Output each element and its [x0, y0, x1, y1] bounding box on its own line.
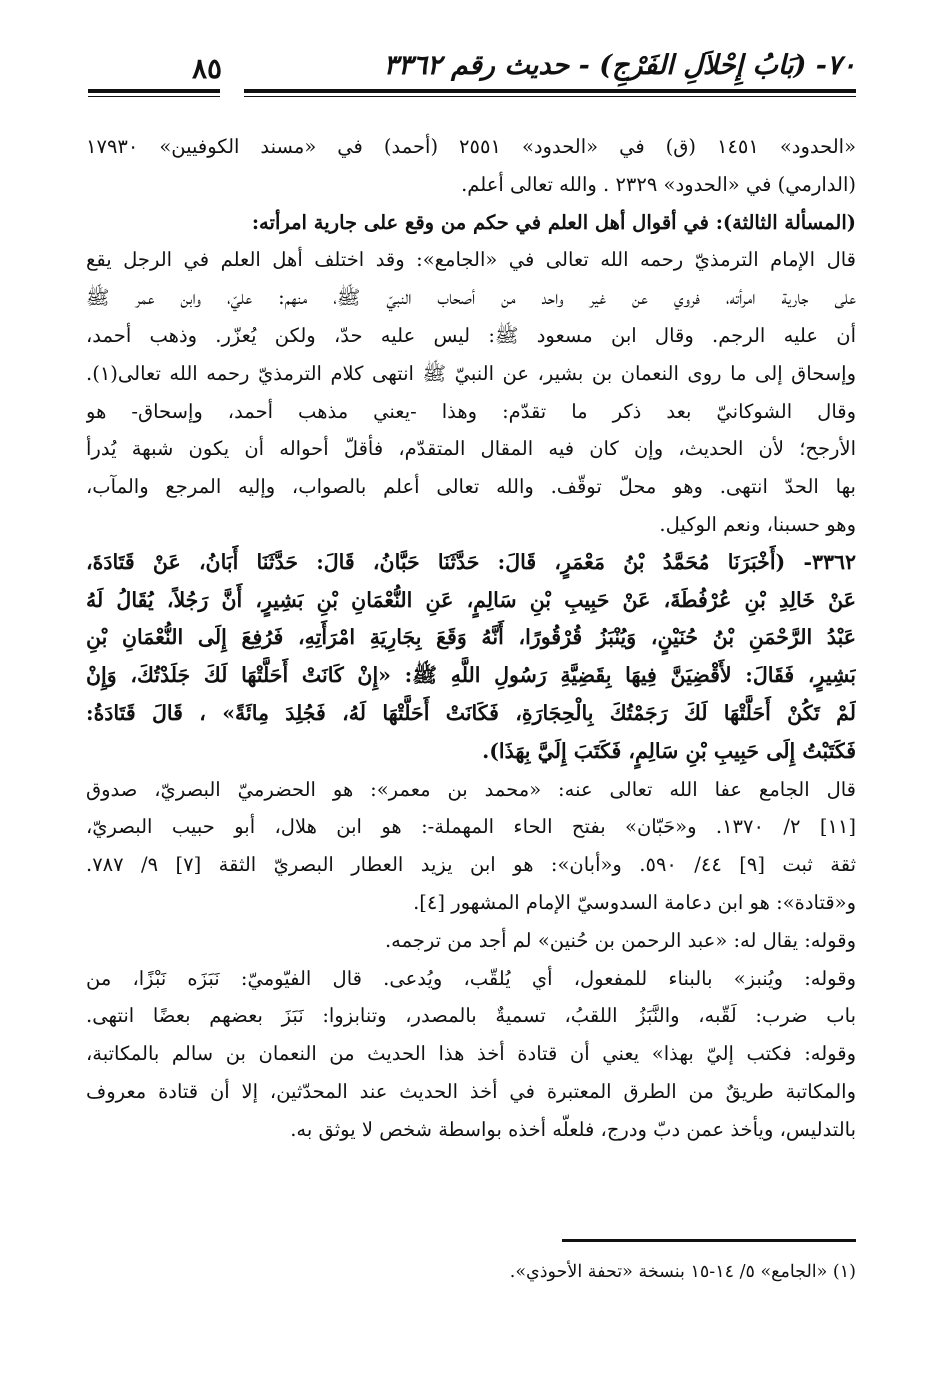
text-line: وهو حسبنا، ونعم الوكيل.: [659, 512, 856, 536]
body-text: [86, 128, 856, 1149]
text-line: بها الحدّ انتهى. وهو محلّ توقّف. والله تعالى أعلم بالصواب، وإليه المرجع والمآب،: [86, 475, 856, 499]
text-line: ثقة ثبت [٩] ٤٤/ ٥٩٠. و«أبان»: هو ابن يزيد العطار البصريّ الثقة [٧] ٩/ ٧٨٧.: [86, 853, 856, 877]
text-line: بالتدليس، ويأخذ عمن دبّ ودرج، فلعلّه أخذه بواسطة شخص لا يوثق به.: [290, 1117, 856, 1141]
text-line: باب ضرب: لَقّبه، والنَّبَزُ اللقبُ، تسميةٌ بالمصدر، وتنابزوا: نَبَزَ بعضهم بعضًا انتهى.: [86, 1004, 856, 1028]
text-line: وقوله: يقال له: «عبد الرحمن بن حُنين» لم أجد من ترجمه.: [384, 928, 856, 952]
page-number: ٨٥: [192, 52, 223, 85]
hadith-line: ٣٣٦٢- (أَخْبَرَنَا مُحَمَّدُ بْنُ مَعْمَرٍ، قَالَ: حَدَّثَنَا حَبَّانُ، قَالَ: حَدَّثَنَا أَبَانُ، عَنْ قَتَادَةَ،: [86, 549, 856, 574]
footnote: (١) «الجامع» ٥/ ١٤-١٥ بنسخة «تحفة الأحوذي».: [509, 1262, 856, 1282]
footnote-separator: [562, 1239, 856, 1242]
hadith-line: لَمْ تَكُنْ أَحَلَّتْهَا لَكَ رَجَمْتُكَ بِالْحِجَارَةِ، فَكَانَتْ أَحَلَّتْهَا لَهُ، فَجُلِدَ مِائَةً» ، قَالَ قَتَادَةُ:: [86, 700, 856, 725]
text-line: «الحدود» ١٤٥١ (ق) في «الحدود» ٢٥٥١ (أحمد) في «مسند الكوفيين» ١٧٩٣٠: [86, 135, 856, 158]
page-header: [88, 50, 856, 110]
hadith-line: عَبْدُ الرَّحْمَنِ بْنُ حُنَيْنٍ، وَيُنْبَزُ قُرْقُورًا، أَنَّهُ وَقَعَ بِجَارِيَةِ امْرَأَتِهِ، فَرُفِعَ إِلَى النُّعْمَانِ بْنِ: [86, 625, 856, 650]
hadith-line: فَكَتَبْتُ إِلَى حَبِيبِ بْنِ سَالِمٍ، فَكَتَبَ إِلَيَّ بِهَذَا).: [482, 738, 856, 763]
text-line: [١١] ٢/ ١٣٧٠. و«حَبّان» بفتح الحاء المهملة-: هو ابن هلال، أبو حبيب البصريّ،: [86, 815, 856, 839]
running-title: ٧٠- (بَابُ إِحْلاَلِ الفَرْجِ) - حديث رقم ٣٣٦٢: [383, 50, 856, 81]
text-line: والمكاتبة طريقٌ من الطرق المعتبرة في أخذ الحديث عند المحدّثين، إلا أن قتادة معروف: [86, 1079, 856, 1103]
text-line: (الدارمي) في «الحدود» ٢٣٢٩ . والله تعالى أعلم.: [461, 172, 856, 196]
text-line: الأرجح؛ لأن الحديث، وإن كان فيه المقال المتقدّم، فأقلّ أحواله أن يكون شبهة يُدرأ: [86, 437, 856, 461]
header-rule-right-thick: [244, 89, 856, 93]
text-line: على جارية امرأته، فروي عن غير واحد من أصحاب النبيّ ﷺ، منهم: عليّ، وابن عمر ﷺ: [86, 286, 856, 310]
header-rule-right-thin: [244, 96, 856, 97]
text-line: وإسحاق إلى ما روى النعمان بن بشير، عن النبيّ ﷺ انتهى كلام الترمذيّ رحمه الله تعالى(١).: [86, 361, 856, 385]
header-rule-left-thick: [88, 89, 220, 93]
hadith-line: بَشِيرٍ، فَقَالَ: لأَقْضِيَنَّ فِيهَا بِقَضِيَّةِ رَسُولِ اللَّهِ ﷺ: «إِنْ كَانَتْ أَحَلَّتْهَا لَكَ جَلَدْتُكَ، وَإِنْ: [86, 663, 856, 688]
text-line: قال الجامع عفا الله تعالى عنه: «محمد بن معمر»: هو الحضرميّ البصريّ، صدوق: [86, 777, 856, 801]
issue-heading: (المسألة الثالثة): في أقوال أهل العلم في حكم من وقع على جارية امرأته:: [251, 210, 856, 234]
text-line: و«قتادة»: هو ابن دعامة السدوسيّ الإمام المشهور [٤].: [413, 890, 856, 914]
hadith-line: عَنْ خَالِدِ بْنِ عُرْفُطَةَ، عَنْ حَبِيبِ بْنِ سَالِمٍ، عَنِ النُّعْمَانِ بْنِ بَشِيرٍ، أَنَّ رَجُلاً، يُقَالُ لَهُ: [86, 587, 856, 612]
text-line: وقوله: فكتب إليّ بهذا» يعني أن قتادة أخذ هذا الحديث من النعمان بن سالم بالمكاتبة،: [86, 1042, 856, 1066]
text-line: أن عليه الرجم. وقال ابن مسعود ﷺ: ليس عليه حدّ، ولكن يُعزّر. وذهب أحمد،: [86, 323, 856, 347]
text-line: وقال الشوكانيّ بعد ذكر ما تقدّم: وهذا -يعني مذهب أحمد، وإسحاق- هو: [86, 399, 856, 423]
text-line: وقوله: ويُنبز» بالبناء للمفعول، أي يُلقّب، ويُدعى. قال الفيّوميّ: نَبَزَه نَبْزًا، من: [86, 966, 856, 990]
header-rule-left-thin: [88, 96, 220, 97]
text-line: قال الإمام الترمذيّ رحمه الله تعالى في «الجامع»: وقد اختلف أهل العلم في الرجل يقع: [86, 248, 856, 272]
